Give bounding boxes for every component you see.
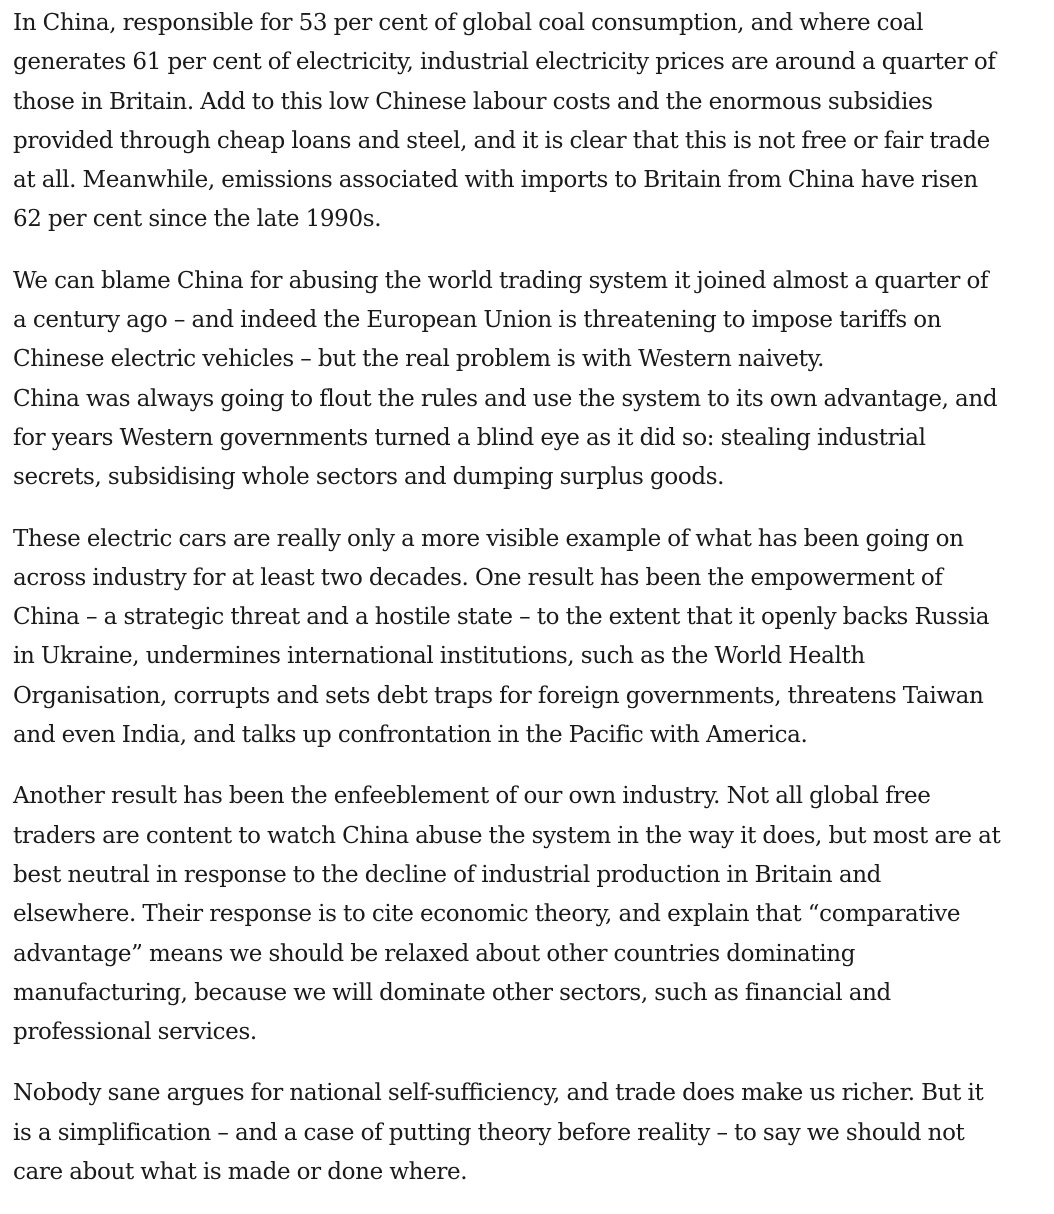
text-line: care about what is made or done where. — [13, 1159, 468, 1186]
text-line: those in Britain. Add to this low Chinese labour costs and the enormous subsidies — [13, 88, 933, 115]
text-line: is a simplification – and a case of putting theory before reality – to say we should not — [13, 1119, 965, 1146]
text-line: 62 per cent since the late 1990s. — [13, 206, 382, 233]
text-line: professional services. — [13, 1019, 257, 1046]
text-line: for years Western governments turned a blind eye as it did so: stealing industrial — [13, 424, 926, 451]
text-line: Another result has been the enfeeblement of our own industry. Not all global free — [13, 783, 931, 810]
text-line: elsewhere. Their response is to cite economic theory, and explain that “comparative — [13, 901, 961, 928]
text-line: and even India, and talks up confrontation in the Pacific with America. — [13, 722, 808, 749]
paragraph-2 — [13, 262, 1043, 498]
text-line: best neutral in response to the decline of industrial production in Britain and — [13, 861, 882, 888]
text-line: secrets, subsidising whole sectors and dumping surplus goods. — [13, 464, 725, 491]
text-line: manufacturing, because we will dominate other sectors, such as financial and — [13, 979, 891, 1006]
text-line: Organisation, corrupts and sets debt traps for foreign governments, threatens Taiwan — [13, 682, 984, 709]
article-body — [13, 4, 1043, 1214]
text-line: These electric cars are really only a more visible example of what has been going on — [13, 525, 964, 552]
text-line: China was always going to flout the rules and use the system to its own advantage, and — [13, 385, 998, 412]
paragraph-4 — [13, 777, 1043, 1052]
text-line: provided through cheap loans and steel, and it is clear that this is not free or fair trade — [13, 127, 990, 154]
text-line: generates 61 per cent of electricity, industrial electricity prices are around a quarter of — [13, 49, 996, 76]
text-line: China – a strategic threat and a hostile state – to the extent that it openly backs Russia — [13, 604, 990, 631]
text-line: We can blame China for abusing the world trading system it joined almost a quarter of — [13, 267, 989, 294]
paragraph-3 — [13, 520, 1043, 756]
text-line: at all. Meanwhile, emissions associated with imports to Britain from China have risen — [13, 167, 978, 194]
paragraph-5 — [13, 1074, 1043, 1192]
text-line: a century ago – and indeed the European Union is threatening to impose tariffs on — [13, 307, 942, 334]
text-line: advantage” means we should be relaxed about other countries dominating — [13, 940, 856, 967]
text-line: in Ukraine, undermines international institutions, such as the World Health — [13, 643, 865, 670]
text-line: Chinese electric vehicles – but the real problem is with Western naivety. — [13, 346, 825, 373]
text-line: traders are content to watch China abuse the system in the way it does, but most are at — [13, 822, 1001, 849]
text-line: Nobody sane argues for national self-sufficiency, and trade does make us richer. But it — [13, 1080, 984, 1107]
paragraph-1 — [13, 4, 1043, 240]
text-line: In China, responsible for 53 per cent of global coal consumption, and where coal — [13, 10, 924, 36]
text-line: across industry for at least two decades. One result has been the empowerment of — [13, 564, 943, 591]
